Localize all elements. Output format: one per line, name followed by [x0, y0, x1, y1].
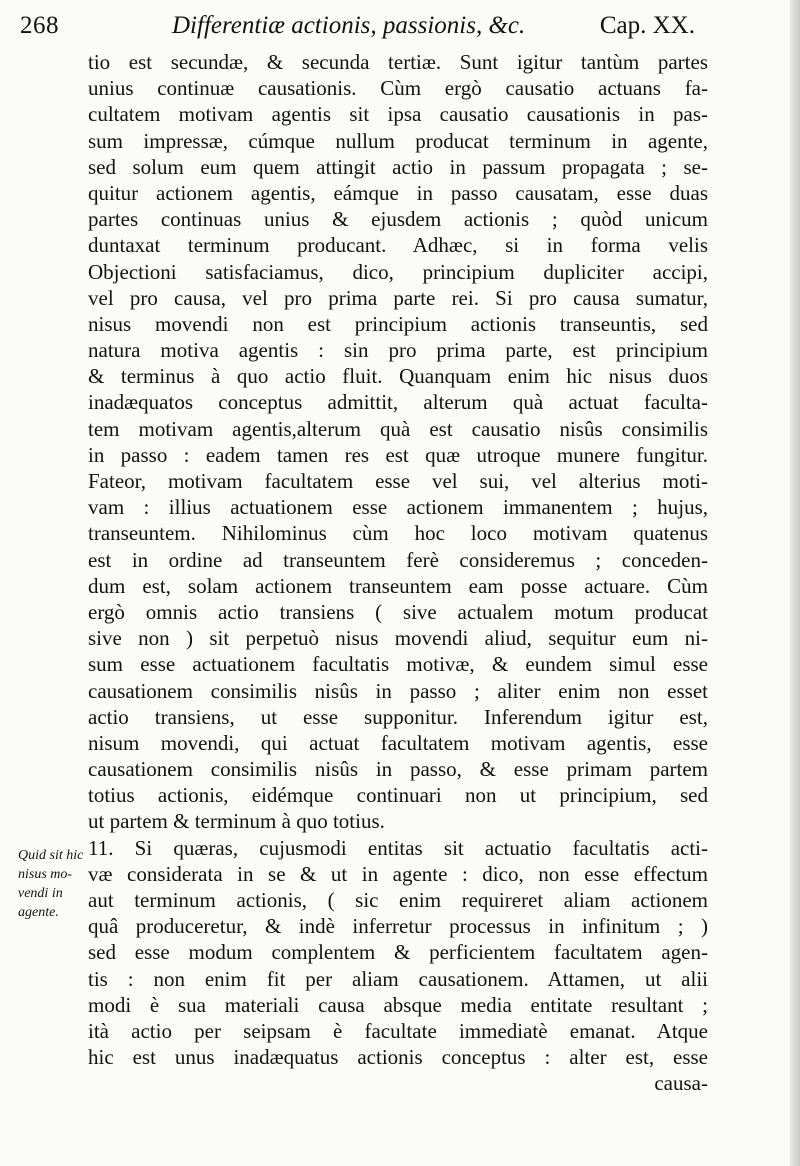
text-line: nisus movendi non est principium actionis transeuntis, sed: [88, 311, 708, 336]
text-line: sed esse modum complentem & perficientem facultatem agen-: [88, 940, 708, 965]
text-line: inadæquatos conceptus admittit, alterum quà actuat faculta-: [88, 390, 708, 415]
text-line: hic est unus inadæquatus actionis conceptus : alter est, esse: [88, 1045, 708, 1070]
text-line: in passo : eadem tamen res est quæ utroque munere fungitur.: [88, 442, 708, 467]
text-line: sed solum eum quem attingit actio in passum propagata ; se-: [88, 154, 708, 179]
text-line: Objectioni satisfaciamus, dico, principium dupliciter accipi,: [88, 259, 708, 284]
page-edge-shadow: [790, 0, 800, 1166]
text-line: partes continuas unius & ejusdem actionis ; quòd unicum: [88, 207, 708, 232]
paragraph-end-line: ut partem & terminum à quo totius.: [88, 809, 385, 834]
text-line: sum impressæ, cúmque nullum producat terminum in agente,: [88, 128, 708, 153]
text-line: causationem consimilis nisûs in passo ; aliter enim non esset: [88, 678, 708, 703]
text-line: tis : non enim fit per aliam causationem. Attamen, ut alii: [88, 966, 708, 991]
marginal-note-line: vendi in: [18, 886, 63, 901]
marginal-note-line: nisus mo-: [18, 867, 73, 882]
body-text: [88, 49, 708, 1097]
text-line: væ considerata in se & ut in agente : dico, non esse effectum: [88, 861, 708, 886]
marginal-note: [18, 846, 98, 922]
text-line: cultatem motivam agentis sit ipsa causatio causationis in pas-: [88, 102, 708, 127]
text-line: totius actionis, eidémque continuari non ut principium, sed: [88, 783, 708, 808]
text-line: quâ produceretur, & indè inferretur processus in infinitum ; ): [88, 914, 708, 939]
text-line: ergò omnis actio transiens ( sive actualem motum producat: [88, 599, 708, 624]
text-line: vel pro causa, vel pro prima parte rei. Si pro causa sumatur,: [88, 285, 708, 310]
page-header: [20, 10, 695, 48]
text-line: aut terminum actionis, ( sic enim requireret aliam actionem: [88, 888, 708, 912]
text-line: natura motiva agentis : sin pro prima parte, est principium: [88, 338, 708, 363]
text-line: modi è sua materiali causa absque media entitate resultant ;: [88, 992, 708, 1017]
text-line: sive non ) sit perpetuò nisus movendi aliud, sequitur eum ni-: [88, 626, 708, 651]
text-line: unius continuæ causationis. Cùm ergò causatio actuans fa-: [88, 76, 708, 101]
marginal-note-line: Quid sit hic: [18, 848, 84, 863]
text-line: vam : illius actuationem esse actionem immanentem ; hujus,: [88, 495, 708, 520]
text-line: causationem consimilis nisûs in passo, & esse primam partem: [88, 757, 708, 782]
text-line: sum esse actuationem facultatis motivæ, & eundem simul esse: [88, 652, 708, 677]
text-line: tem motivam agentis,alterum quà est causatio nisûs consimilis: [88, 416, 708, 441]
text-line: tio est secundæ, & secunda tertiæ. Sunt igitur tantùm partes: [88, 50, 708, 74]
text-line: transeuntem. Nihilominus cùm hoc loco motivam quatenus: [88, 521, 708, 546]
text-line: Fateor, motivam facultatem esse vel sui, vel alterius moti-: [88, 469, 708, 493]
text-line: nisum movendi, qui actuat facultatem motivam agentis, esse: [88, 730, 708, 755]
text-line: 11. Si quæras, cujusmodi entitas sit actuatio facultatis acti-: [88, 835, 708, 860]
page-number: 268: [20, 12, 59, 39]
running-title: Differentiæ actionis, passionis, &c.: [172, 12, 526, 39]
catchword: causa-: [654, 1071, 708, 1096]
text-line: duntaxat terminum producant. Adhæc, si in forma velis: [88, 233, 708, 258]
marginal-note-line: agente.: [18, 905, 59, 920]
text-line: dum est, solam actionem transeuntem eam posse actuare. Cùm: [88, 573, 708, 598]
text-line: actio transiens, ut esse supponitur. Inferendum igitur est,: [88, 704, 708, 729]
text-line: quitur actionem agentis, eámque in passo causatam, esse duas: [88, 180, 708, 205]
text-line: est in ordine ad transeuntem ferè consideremus ; conceden-: [88, 547, 708, 572]
text-line: & terminus à quo actio fluit. Quanquam enim hic nisus duos: [88, 364, 708, 389]
text-line: ità actio per seipsam è facultate immediatè emanat. Atque: [88, 1018, 708, 1043]
chapter-label: Cap. XX.: [599, 12, 695, 39]
